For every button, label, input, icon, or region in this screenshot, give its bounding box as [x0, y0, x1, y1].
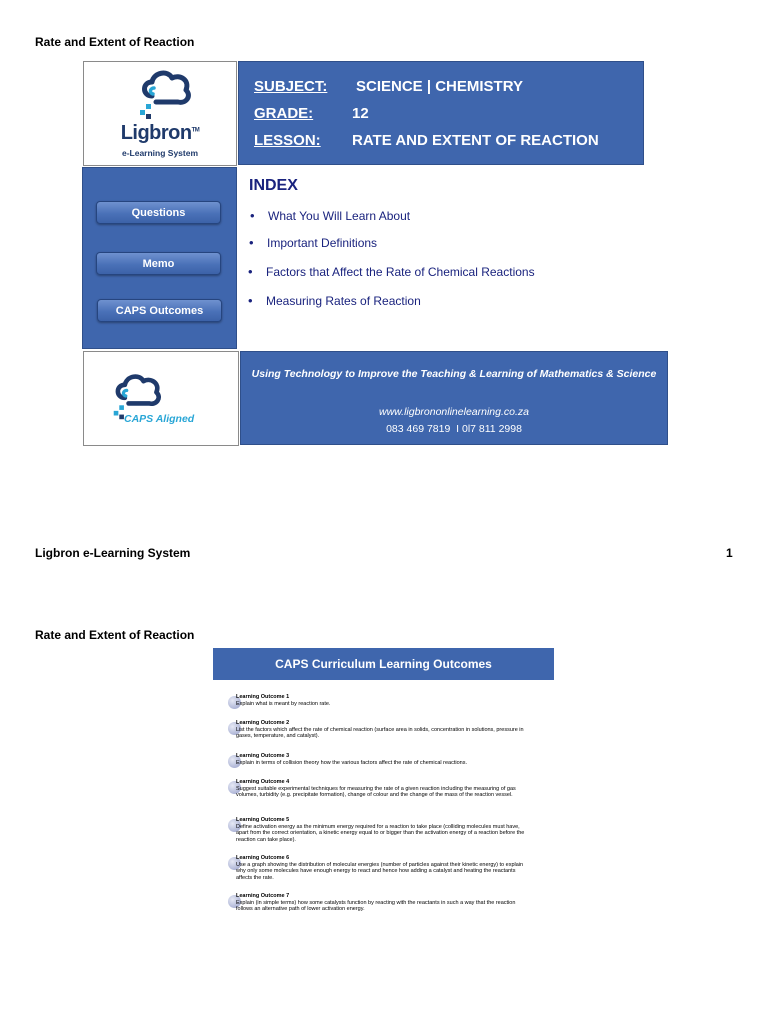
- tagline: Using Technology to Improve the Teaching & Learning of Mathematics & Science: [251, 368, 657, 380]
- contact-panel: [240, 351, 668, 445]
- learning-outcome-2: Learning Outcome 2 List the factors which affect the rate of chemical reaction (surface area in solids, concentration in solutions, pressure in gases, temperature, and catalyst).: [228, 720, 528, 753]
- grade-label: GRADE:: [254, 105, 314, 122]
- subject-panel: [238, 61, 644, 165]
- phone-numbers: 083 469 7819 I 0l7 811 2998: [386, 423, 522, 435]
- ligbron-logo-box: [83, 61, 237, 166]
- caps-outcomes-title: CAPS Curriculum Learning Outcomes: [213, 648, 554, 680]
- learning-outcome-5: Learning Outcome 5 Define activation energy as the minimum energy required for a reaction to take place (colliding molecules must have, apart from the correct orientation, a kinetic energy equal to or bigger than the activation energy of a reaction before the reaction can take place).: [228, 817, 528, 855]
- subject-row: [254, 78, 523, 95]
- cloud-logo-icon: [134, 66, 194, 122]
- caps-aligned-badge: [83, 351, 239, 446]
- brand-name: Ligbron™: [120, 122, 200, 144]
- brand-subtitle: e-Learning System: [121, 148, 199, 158]
- learning-outcome-6: Learning Outcome 6 Use a graph showing the distribution of molecular energies (number of particles against their kinetic energy) to explain why only some molecules have enough energy to react and hence how adding a catalyst and heating the reactants affects the rate.: [228, 855, 528, 893]
- subject-label: SUBJECT:: [254, 78, 328, 95]
- index-title: INDEX: [249, 177, 298, 194]
- bullet-icon: •: [248, 293, 253, 308]
- memo-button[interactable]: Memo: [96, 252, 221, 275]
- running-title: Rate and Extent of Reaction: [35, 35, 195, 49]
- learning-outcome-1: Learning Outcome 1 Explain what is meant by reaction rate.: [228, 694, 528, 720]
- learning-outcome-7: Learning Outcome 7 Explain (in simple terms) how some catalysts function by reacting with the reactants in such a way that the reaction follows an alternative path of lower activation energy.: [228, 893, 528, 923]
- caps-outcomes-button[interactable]: CAPS Outcomes: [97, 299, 222, 322]
- website-link[interactable]: www.ligbrononlinelearning.co.za: [378, 406, 529, 418]
- lesson-label: LESSON:: [254, 132, 321, 149]
- bullet-icon: •: [250, 208, 255, 223]
- subject-value: SCIENCE | CHEMISTRY: [356, 78, 523, 95]
- learning-outcome-4: Learning Outcome 4 Suggest suitable experimental techniques for measuring the rate of a given reaction including the measuring of gas volumes, turbidity (e.g. precipitate formation), change of colour and the change of the mass of the reaction vessel.: [228, 779, 528, 817]
- grade-row: [254, 105, 369, 122]
- running-title-page-2: Rate and Extent of Reaction: [35, 628, 195, 642]
- learning-outcomes-list: [228, 694, 528, 923]
- learning-outcome-3: Learning Outcome 3 Explain in terms of collision theory how the various factors affect the rate of chemical reactions.: [228, 753, 528, 779]
- nav-panel: [82, 167, 237, 349]
- grade-value: 12: [352, 105, 369, 122]
- questions-button[interactable]: Questions: [96, 201, 221, 224]
- footer-system-name: Ligbron e-Learning System: [35, 546, 191, 560]
- lesson-row: [254, 132, 599, 149]
- bullet-icon: •: [249, 235, 254, 250]
- bullet-icon: •: [248, 264, 253, 279]
- page-number: 1: [726, 546, 733, 560]
- lesson-value: RATE AND EXTENT OF REACTION: [352, 132, 599, 149]
- caps-aligned-label: CAPS Aligned: [124, 413, 195, 425]
